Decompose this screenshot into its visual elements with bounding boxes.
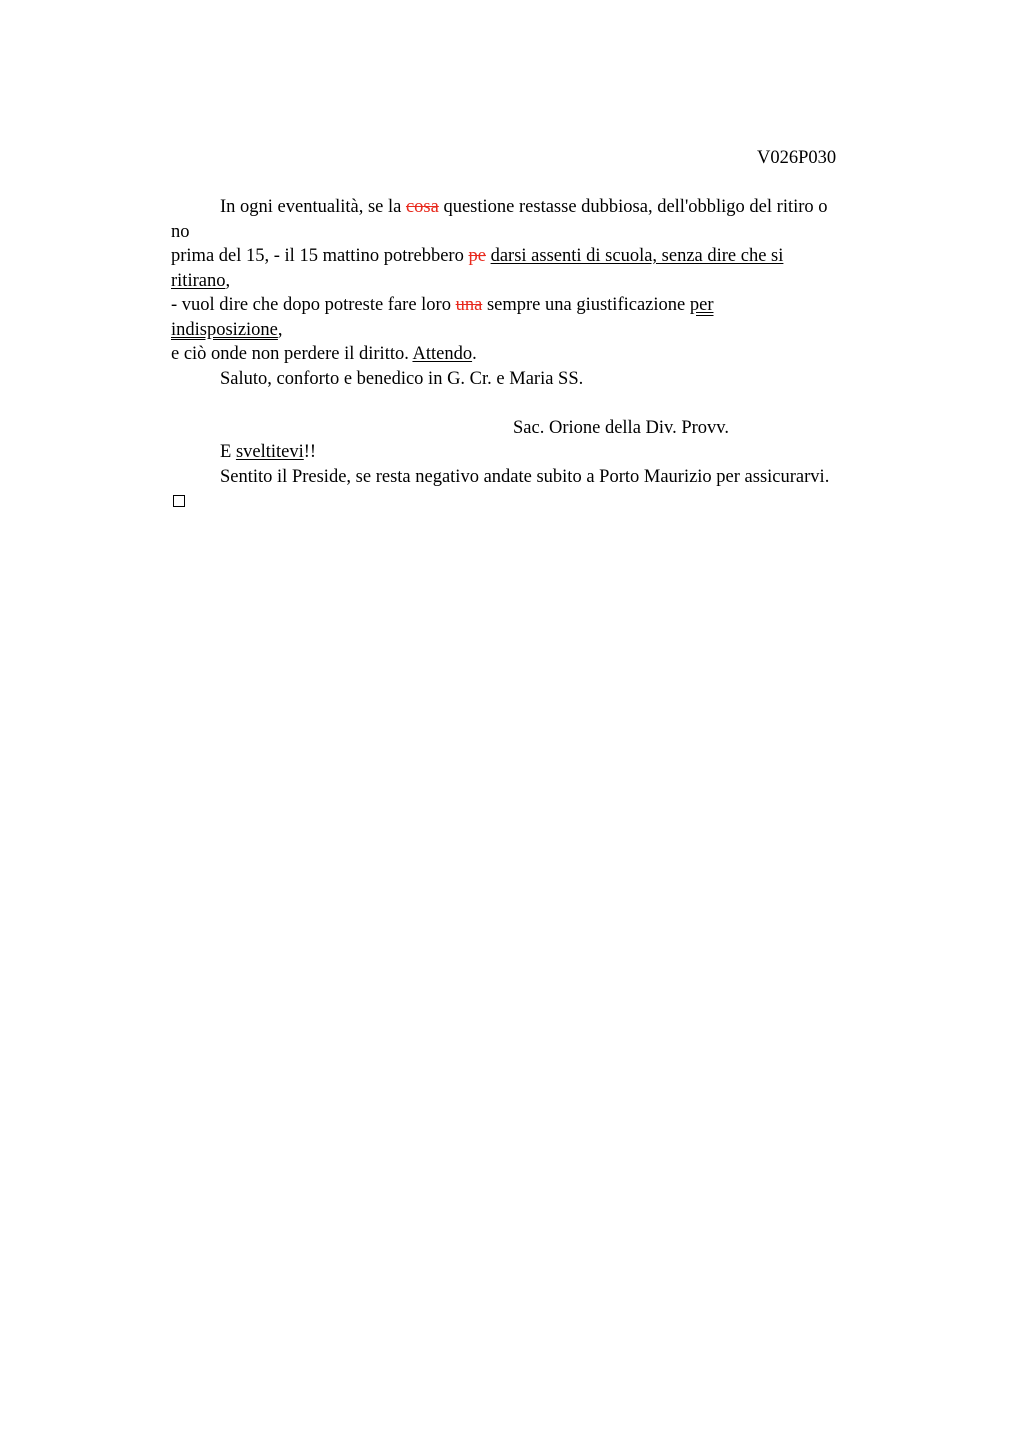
text-line-3: [171, 244, 911, 269]
text-line-10: [171, 440, 911, 465]
text-run: Sentito il Preside, se resta negativo andate subito a Porto Maurizio per assicurarvi.: [220, 466, 830, 487]
text-run: In ogni eventualità, se la: [220, 197, 406, 217]
deleted-word: una: [455, 295, 483, 315]
deleted-word: pe: [468, 246, 486, 266]
text-run: .: [472, 344, 477, 364]
text-line-11: [171, 465, 911, 490]
text-line-5: [171, 293, 911, 318]
text-run: ,: [277, 319, 283, 340]
end-marker-line: [171, 489, 911, 514]
text-run: sempre una giustificazione: [482, 295, 690, 315]
underlined-text: darsi assenti di scuola, senza dire che si: [490, 246, 784, 266]
page-id: V026P030: [757, 148, 837, 168]
underlined-text: Attendo: [412, 344, 473, 364]
text-run: - vuol dire che dopo potreste fare loro: [171, 295, 456, 315]
text-run: ,: [225, 270, 231, 291]
text-line-1: [171, 195, 911, 220]
text-line-8: [171, 367, 911, 392]
deleted-word: cosa: [405, 197, 439, 217]
double-underlined-text: indisposizione: [171, 319, 278, 340]
letter-body: [171, 195, 911, 514]
double-underlined-text: per: [689, 295, 714, 315]
signature: [171, 416, 911, 441]
text-run: questione restasse dubbiosa, dell'obbligo del ritiro o: [438, 197, 828, 217]
text-line-2: [171, 220, 911, 245]
underlined-text: sveltitevi: [235, 442, 304, 462]
underlined-text: ritirano: [171, 270, 226, 291]
signature-text: Sac. Orione della Div. Provv.: [513, 417, 729, 438]
text-line-6: [171, 318, 911, 343]
blank-line: [171, 391, 911, 416]
text-run: e ciò onde non perdere il diritto.: [171, 344, 413, 364]
text-run: no: [171, 221, 190, 242]
text-run: !!: [303, 442, 317, 462]
text-line-7: [171, 342, 911, 367]
text-run: prima del 15, - il 15 mattino potrebbero: [171, 246, 469, 266]
text-run: Saluto, conforto e benedico in G. Cr. e Maria SS.: [220, 368, 584, 389]
text-line-4: [171, 269, 911, 294]
end-box-icon: [173, 495, 185, 507]
text-run: E: [220, 442, 236, 462]
